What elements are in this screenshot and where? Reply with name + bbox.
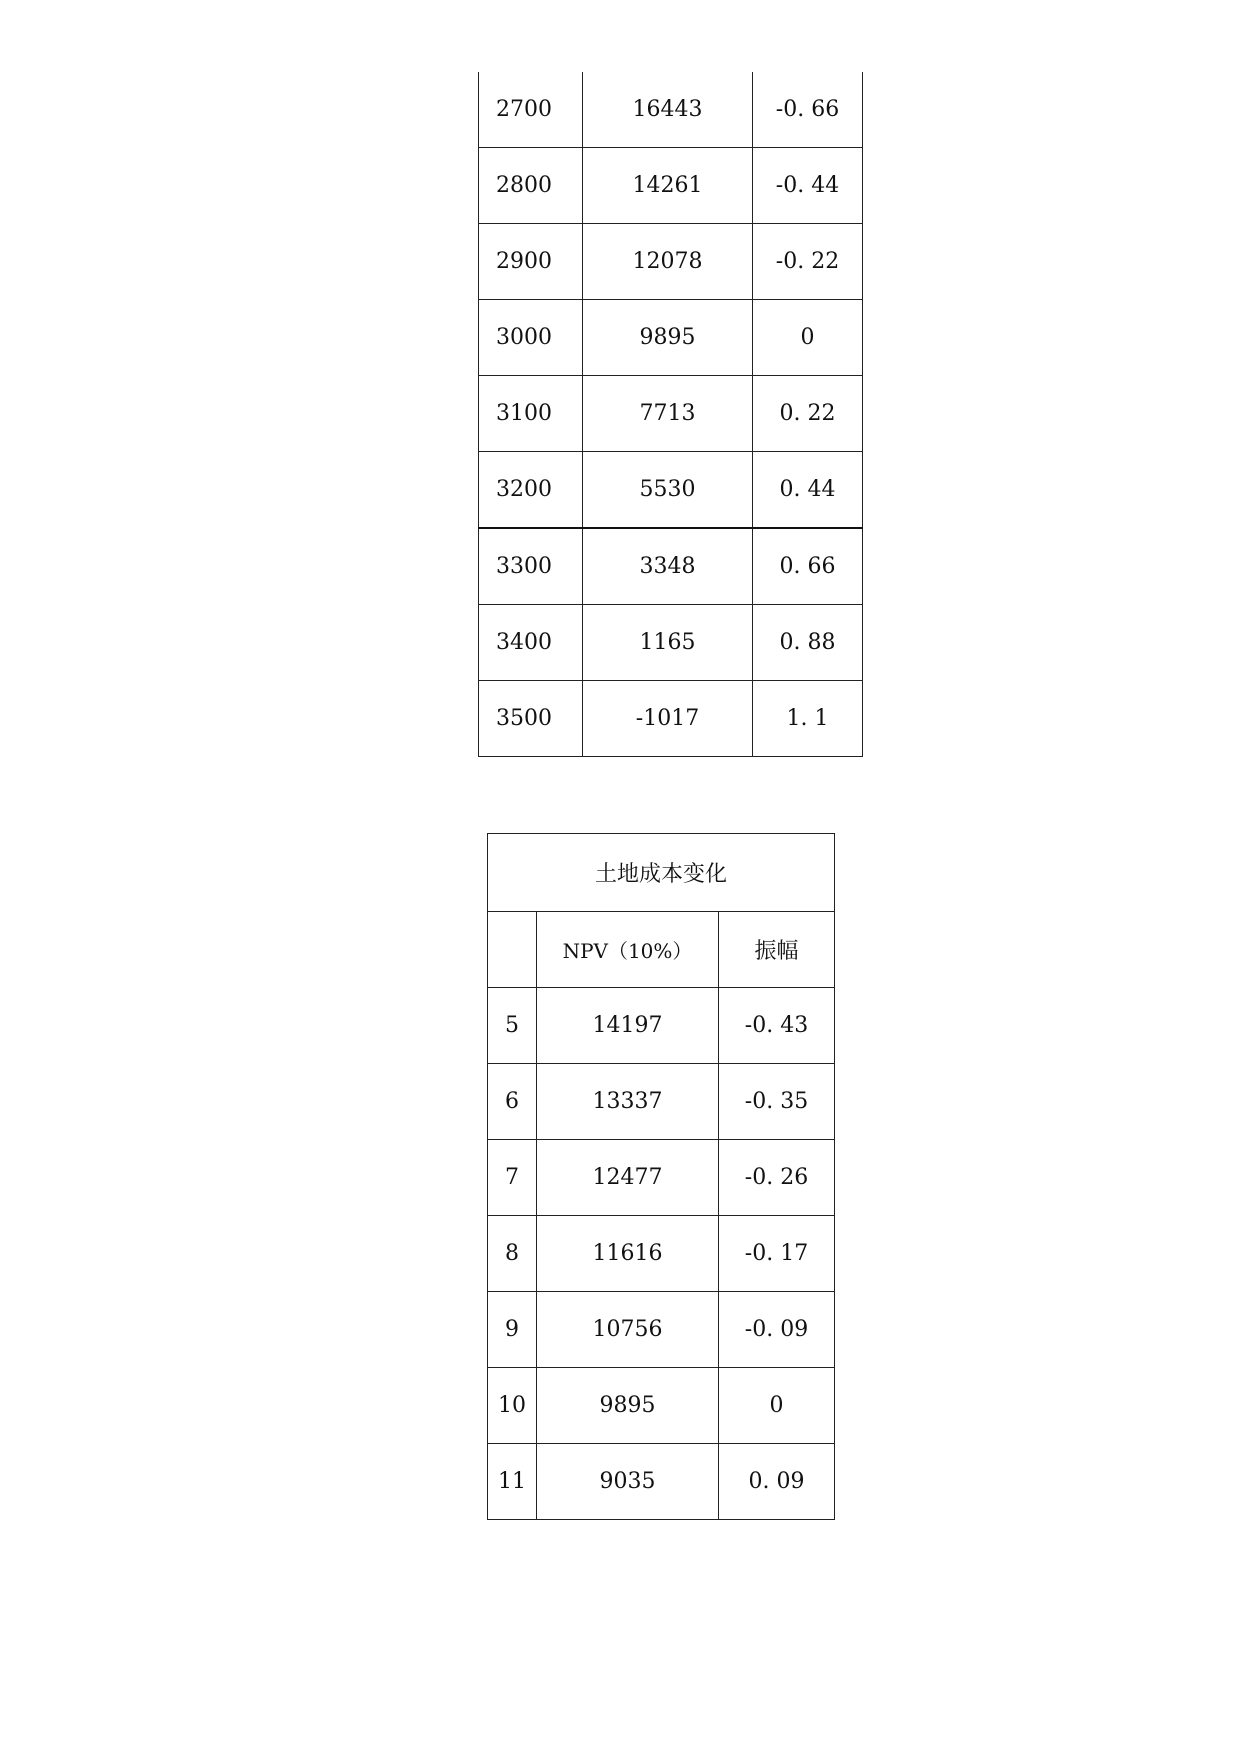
table-cell-value: 3400 — [479, 605, 583, 681]
table-cell-npv: 14261 — [583, 148, 753, 224]
table-cell-npv: -1017 — [583, 681, 753, 757]
table-row — [488, 1292, 835, 1368]
table-cell-amplitude: 0. 09 — [719, 1444, 835, 1520]
table-title-row — [488, 834, 835, 912]
table-title: 土地成本变化 — [488, 834, 835, 912]
table-cell-value: 2700 — [479, 72, 583, 148]
table-cell-amplitude: 0. 88 — [753, 605, 863, 681]
table-row — [479, 224, 863, 300]
table-cell-amplitude: -0. 26 — [719, 1140, 835, 1216]
table-header-row — [488, 912, 835, 988]
table-cell-value: 2900 — [479, 224, 583, 300]
table-row — [488, 1444, 835, 1520]
table-cell-value: 3200 — [479, 452, 583, 529]
table-cell-value: 8 — [488, 1216, 537, 1292]
table-cell-npv: 12078 — [583, 224, 753, 300]
table-cell-amplitude: 1. 1 — [753, 681, 863, 757]
header-blank-cell — [488, 912, 537, 988]
header-npv: NPV（10%） — [537, 912, 719, 988]
table-cell-amplitude: -0. 66 — [753, 72, 863, 148]
table-cell-amplitude: 0. 44 — [753, 452, 863, 529]
table-cell-value: 2800 — [479, 148, 583, 224]
table-row — [488, 988, 835, 1064]
header-amplitude: 振幅 — [719, 912, 835, 988]
table-cell-npv: 9895 — [583, 300, 753, 376]
table-cell-value: 3000 — [479, 300, 583, 376]
table-cell-amplitude: -0. 09 — [719, 1292, 835, 1368]
table-cell-amplitude: 0 — [753, 300, 863, 376]
price-sensitivity-table — [478, 72, 863, 757]
table-row — [488, 1064, 835, 1140]
table-cell-value: 5 — [488, 988, 537, 1064]
table-cell-amplitude: -0. 44 — [753, 148, 863, 224]
table-cell-value: 6 — [488, 1064, 537, 1140]
table-cell-npv: 10756 — [537, 1292, 719, 1368]
table-row — [479, 72, 863, 148]
table-row — [479, 300, 863, 376]
table-cell-npv: 1165 — [583, 605, 753, 681]
table-cell-value: 3300 — [479, 528, 583, 605]
table-cell-npv: 9035 — [537, 1444, 719, 1520]
table-row — [488, 1216, 835, 1292]
table-cell-npv: 7713 — [583, 376, 753, 452]
table-row — [479, 681, 863, 757]
table-cell-value: 7 — [488, 1140, 537, 1216]
table-cell-amplitude: 0 — [719, 1368, 835, 1444]
table-cell-npv: 12477 — [537, 1140, 719, 1216]
table-row — [479, 528, 863, 605]
table-cell-amplitude: -0. 43 — [719, 988, 835, 1064]
table-cell-value: 11 — [488, 1444, 537, 1520]
table-cell-npv: 5530 — [583, 452, 753, 529]
table-cell-amplitude: -0. 35 — [719, 1064, 835, 1140]
table-row — [479, 148, 863, 224]
table-cell-npv: 9895 — [537, 1368, 719, 1444]
table-cell-value: 3100 — [479, 376, 583, 452]
table-row — [479, 376, 863, 452]
table-cell-npv: 14197 — [537, 988, 719, 1064]
table-row — [488, 1140, 835, 1216]
table-row — [479, 452, 863, 529]
table-cell-value: 9 — [488, 1292, 537, 1368]
table-cell-npv: 13337 — [537, 1064, 719, 1140]
table-cell-value: 3500 — [479, 681, 583, 757]
table-cell-amplitude: -0. 22 — [753, 224, 863, 300]
table-cell-npv: 11616 — [537, 1216, 719, 1292]
table-cell-npv: 16443 — [583, 72, 753, 148]
table-row — [479, 605, 863, 681]
table-row — [488, 1368, 835, 1444]
table-cell-amplitude: -0. 17 — [719, 1216, 835, 1292]
table-cell-value: 10 — [488, 1368, 537, 1444]
land-cost-sensitivity-table — [487, 833, 835, 1520]
table-cell-npv: 3348 — [583, 528, 753, 605]
table-cell-amplitude: 0. 66 — [753, 528, 863, 605]
table-cell-amplitude: 0. 22 — [753, 376, 863, 452]
